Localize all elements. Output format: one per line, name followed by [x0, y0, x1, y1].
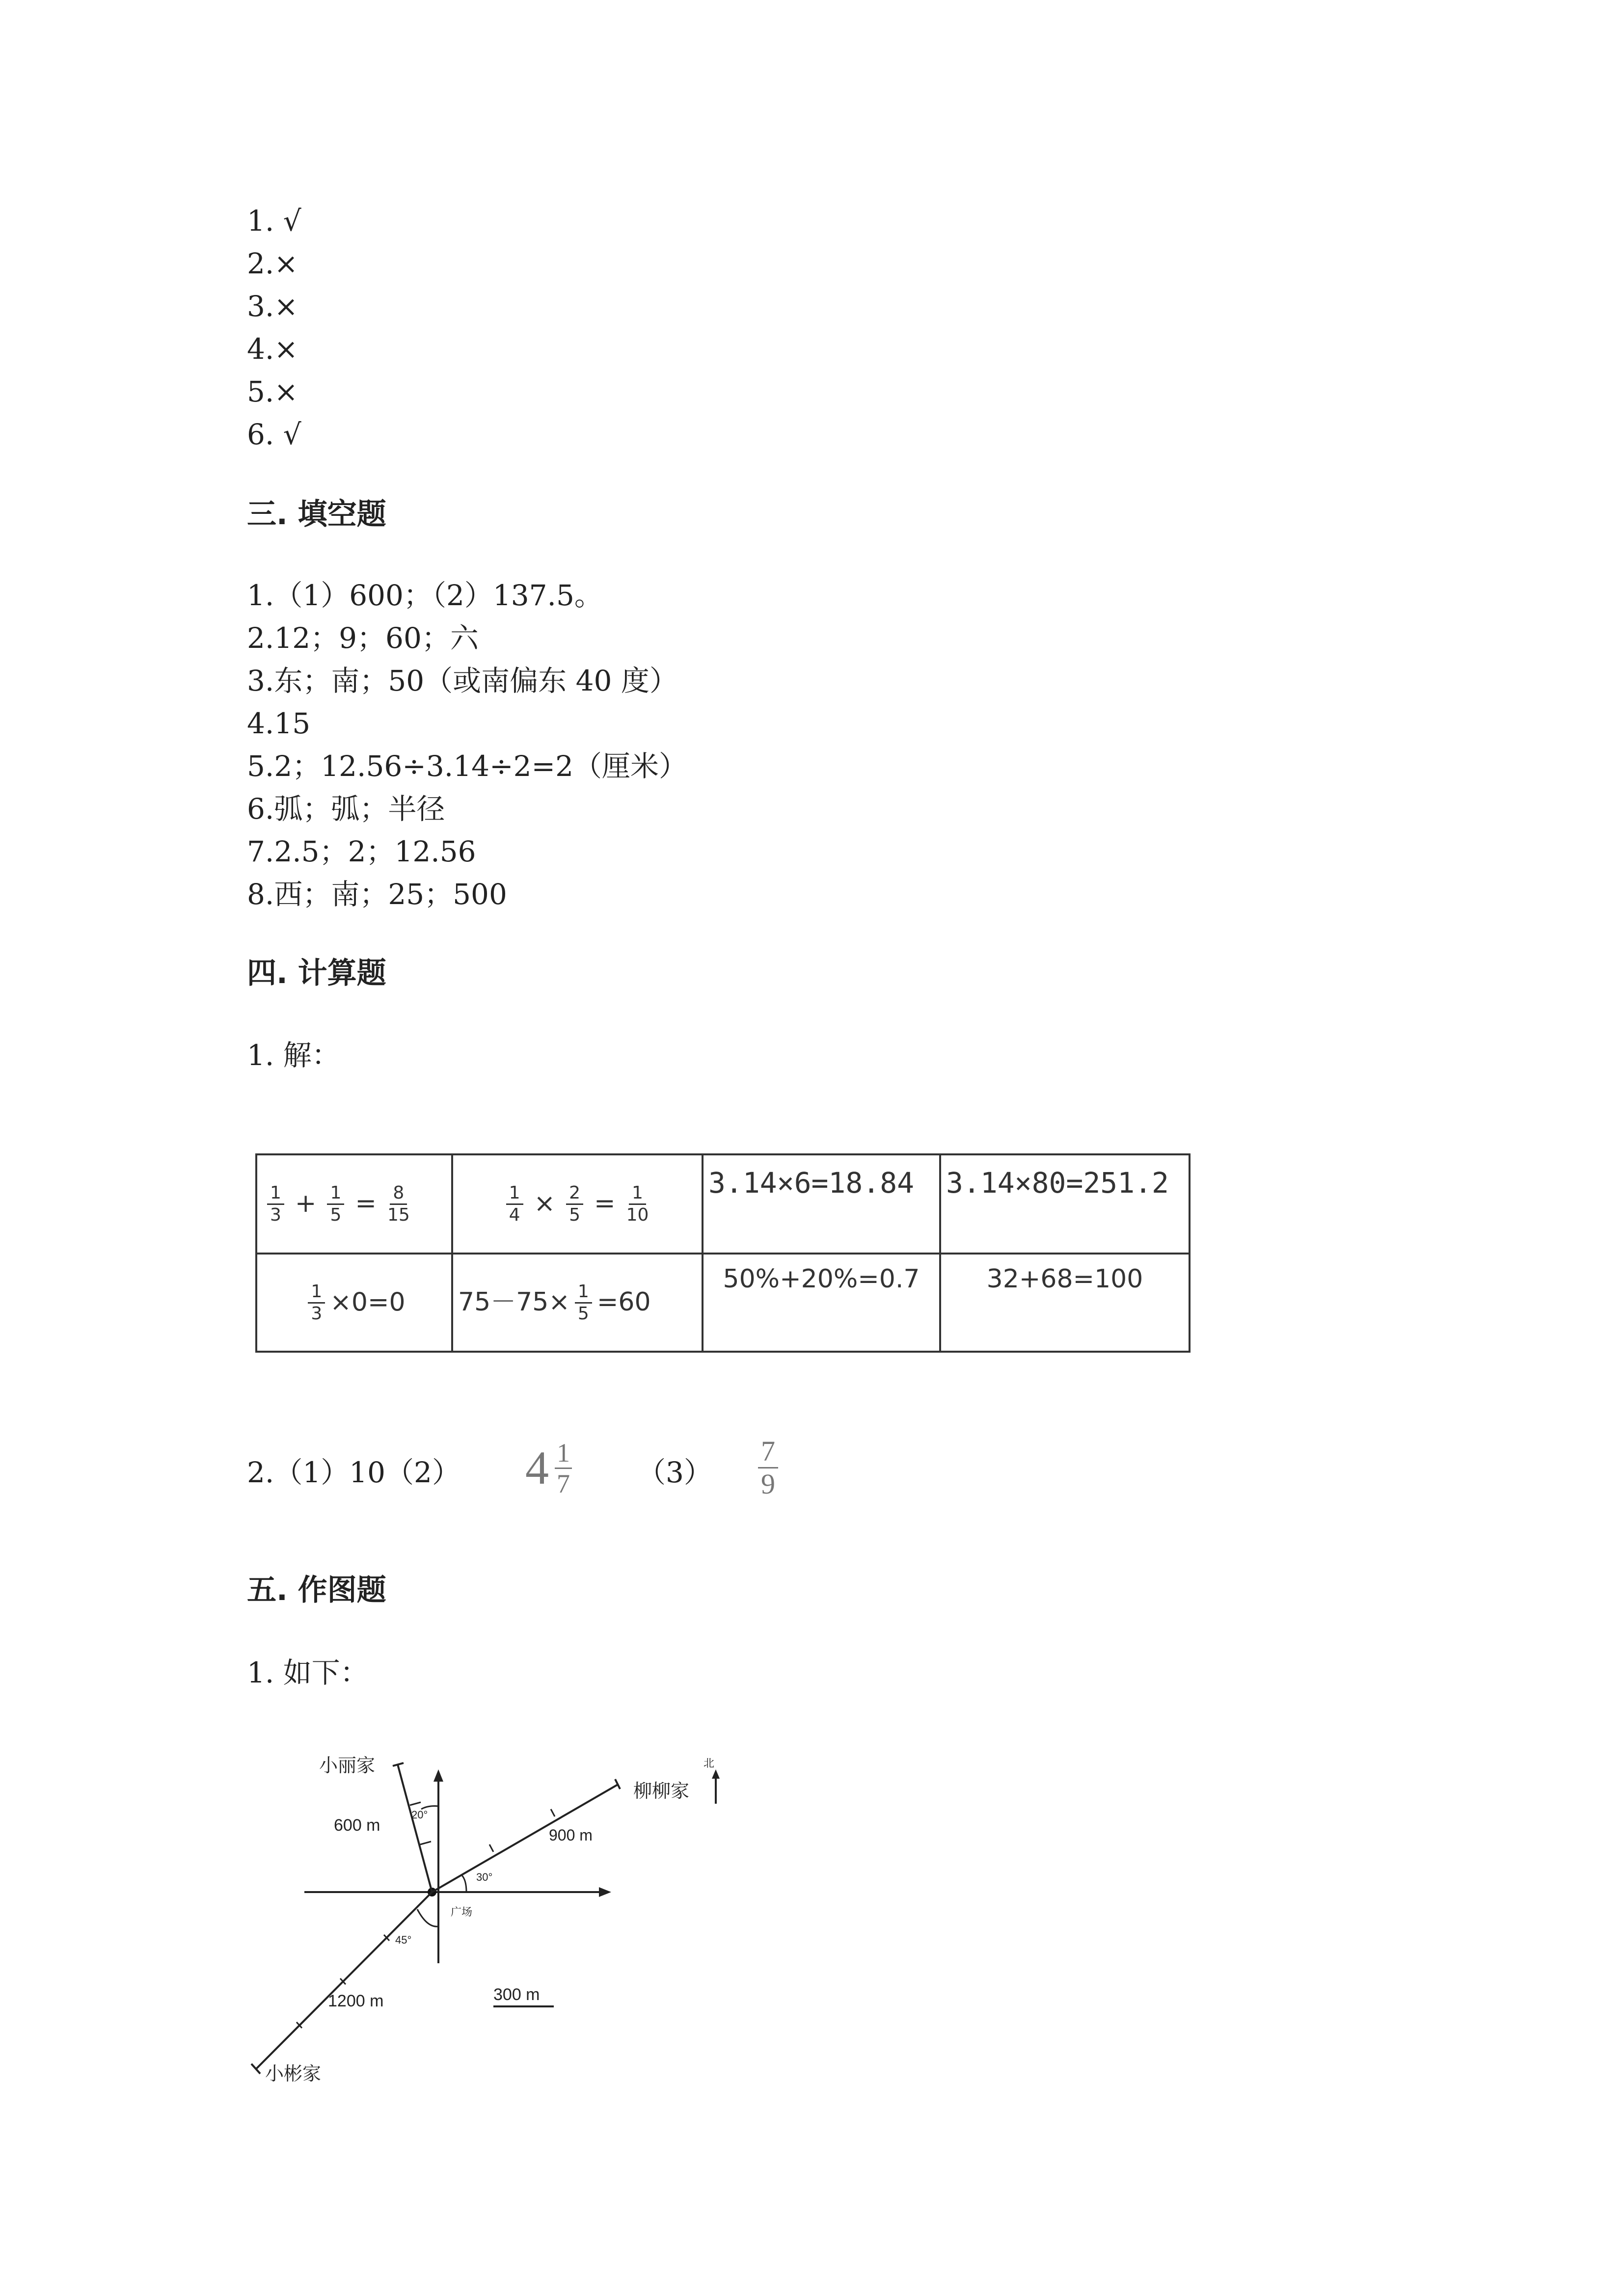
label-1200m: 1200 m [328, 1992, 384, 2010]
plaza-label: 广场 [451, 1906, 473, 1918]
scale-label: 300 m [493, 1985, 540, 2004]
section4-title: 四. 计算题 [247, 956, 386, 990]
line-xiaoli [398, 1764, 432, 1892]
fill-item-7: 7.2.5；2；12.56 [247, 835, 476, 868]
arrow-north-icon [433, 1769, 443, 1782]
judgement-item-6: 6. √ [247, 418, 301, 451]
label-liuliu: 柳柳家 [633, 1781, 690, 1802]
north-arrow-icon [712, 1769, 720, 1779]
line-xiaobin [256, 1892, 432, 2069]
fraction: $\frac{1}{5}$ [575, 1281, 592, 1324]
angle-45: 45° [395, 1934, 412, 1946]
fill-item-2: 2.12；9；60；六 [247, 621, 479, 655]
label-xiaoli: 小丽家 [319, 1756, 376, 1776]
table-cell: 50%+20%=0.7 [703, 1254, 940, 1352]
fraction: $\frac{1}{3}$ [308, 1281, 325, 1324]
judgement-item-3: 3.× [247, 290, 298, 323]
direction-diagram [245, 1747, 746, 2091]
calc-q1-label: 1. 解： [247, 1039, 340, 1072]
mixed-number-whole: 4 [525, 1442, 549, 1494]
fraction: $\frac{1}{4}$ [506, 1183, 523, 1226]
calc-q2-part3: （3） [637, 1456, 712, 1489]
judgement-item-4: 4.× [247, 332, 298, 366]
table-row [256, 1154, 1190, 1254]
angle-30: 30° [476, 1871, 493, 1883]
calc-q2-prefix: 2.（1）10（2） [247, 1456, 460, 1489]
draw-q1-label: 1. 如下： [247, 1656, 369, 1689]
fill-item-1: 1.（1）600；（2）137.5。 [247, 579, 603, 612]
fill-item-8: 8.西；南；25；500 [247, 878, 507, 911]
judgement-item-2: 2.× [247, 247, 298, 280]
fraction: $\frac{8}{15}$ [387, 1182, 410, 1225]
arrow-east-icon [599, 1887, 611, 1897]
calc-table [255, 1153, 1191, 1353]
table-cell: 75－75× $\frac{1}{5}$ =60 [452, 1254, 703, 1352]
judgement-item-1: 1. √ [247, 204, 301, 238]
label-600m: 600 m [334, 1816, 380, 1835]
fill-item-3: 3.东；南；50（或南偏东 40 度） [247, 664, 678, 697]
mixed-number-fraction: 1 7 [555, 1438, 572, 1498]
fraction: $\frac{1}{10}$ [626, 1182, 649, 1225]
table-cell: $\frac{1}{4}$ × $\frac{2}{5}$ = $\frac{1}{10}$ [452, 1154, 703, 1254]
fill-item-4: 4.15 [247, 707, 311, 740]
fill-item-6: 6.弧；弧；半径 [247, 792, 445, 826]
answer-fraction: 7 9 [758, 1436, 778, 1500]
table-cell: $\frac{1}{3}$ ×0=0 [256, 1254, 452, 1352]
table-row [256, 1254, 1190, 1352]
table-cell: $\frac{1}{3}$ + $\frac{1}{5}$ = $\frac{8}{15}$ [256, 1154, 452, 1254]
fill-item-5: 5.2；12.56÷3.14÷2=2（厘米） [247, 749, 688, 783]
judgement-item-5: 5.× [247, 375, 298, 408]
north-label: 北 [704, 1757, 715, 1769]
section3-title: 三. 填空题 [247, 497, 386, 532]
table-cell: 32+68=100 [940, 1254, 1190, 1352]
label-900m: 900 m [549, 1826, 593, 1844]
fraction: $\frac{2}{5}$ [566, 1183, 583, 1226]
table-cell: 3.14×80=251.2 [940, 1154, 1190, 1254]
table-cell: 3.14×6=18.84 [703, 1154, 940, 1254]
label-xiaobin: 小彬家 [265, 2064, 322, 2084]
angle-20: 20° [411, 1809, 428, 1821]
fraction: $\frac{1}{5}$ [327, 1183, 344, 1226]
section5-title: 五. 作图题 [247, 1573, 386, 1607]
fraction: $\frac{1}{3}$ [267, 1183, 284, 1226]
